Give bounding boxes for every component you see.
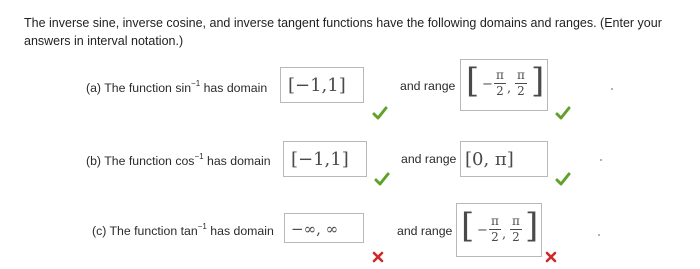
part-c-range-fraction-2 <box>510 215 522 244</box>
part-a-range-label: and range <box>400 79 456 93</box>
check-icon <box>374 172 390 186</box>
part-b-range-value: [0, π] <box>465 149 514 170</box>
part-c-label <box>92 222 274 238</box>
part-c-range-num-1: π <box>489 215 501 230</box>
part-c-range-close: ] <box>525 206 539 246</box>
part-b-range-input[interactable] <box>460 141 548 177</box>
check-icon <box>555 106 571 120</box>
part-a-range-close: ] <box>531 61 545 101</box>
part-a-label <box>86 79 267 95</box>
part-c-prefix: (c) The function tan <box>92 224 198 238</box>
part-c-range-input[interactable] <box>456 203 542 257</box>
part-a-prefix: (a) The function sin <box>86 81 192 95</box>
part-c-range-den-2: 2 <box>512 230 520 244</box>
part-c-range-open: [ <box>461 206 475 246</box>
part-a-domain-value: [−1,1] <box>288 75 346 96</box>
part-b-exponent: −1 <box>194 152 204 161</box>
part-c-domain-input[interactable] <box>284 213 364 243</box>
part-c-exponent: −1 <box>197 222 207 231</box>
part-a-range-minus: − <box>482 77 493 92</box>
part-a-range-num-1: π <box>494 69 506 84</box>
part-c-range-num-2: π <box>510 215 522 230</box>
cross-icon <box>372 251 384 263</box>
part-a-range-fraction-1 <box>494 69 506 98</box>
part-a-exponent: −1 <box>191 79 201 88</box>
part-a-range-input[interactable] <box>460 59 548 111</box>
cross-icon <box>545 251 557 263</box>
part-c-range-minus: − <box>477 223 488 238</box>
question-text: The inverse sine, inverse cosine, and inverse tangent functions have the following domains and ranges. (Enter your answers in interval notation.) <box>24 16 662 48</box>
part-a-range-comma: , <box>507 81 512 96</box>
part-a-range-open: [ <box>466 61 480 101</box>
part-c-domain-label: has domain <box>210 224 274 238</box>
part-b-label <box>86 152 271 168</box>
focus-dot <box>598 234 600 236</box>
part-c-domain-value: −∞, ∞ <box>291 220 339 238</box>
part-a-range-den-2: 2 <box>517 84 525 98</box>
part-a-range-fraction-2 <box>515 69 527 98</box>
part-b-domain-input[interactable] <box>283 141 367 177</box>
part-c-range-comma: , <box>502 227 507 242</box>
part-b-prefix: (b) The function cos <box>86 154 195 168</box>
check-icon <box>372 106 388 120</box>
part-b-domain-value: [−1,1] <box>291 149 349 170</box>
focus-dot <box>611 88 613 90</box>
part-a-domain-label: has domain <box>203 81 268 95</box>
part-c-range-den-1: 2 <box>491 230 499 244</box>
part-b-domain-label: has domain <box>207 154 271 168</box>
focus-dot <box>600 159 602 161</box>
part-b-range-label: and range <box>401 152 457 166</box>
part-c-range-label: and range <box>397 224 453 238</box>
check-icon <box>555 172 571 186</box>
part-a-range-den-1: 2 <box>496 84 504 98</box>
part-a-range-num-2: π <box>515 69 527 84</box>
part-c-range-fraction-1 <box>489 215 501 244</box>
part-a-domain-input[interactable] <box>280 67 364 103</box>
